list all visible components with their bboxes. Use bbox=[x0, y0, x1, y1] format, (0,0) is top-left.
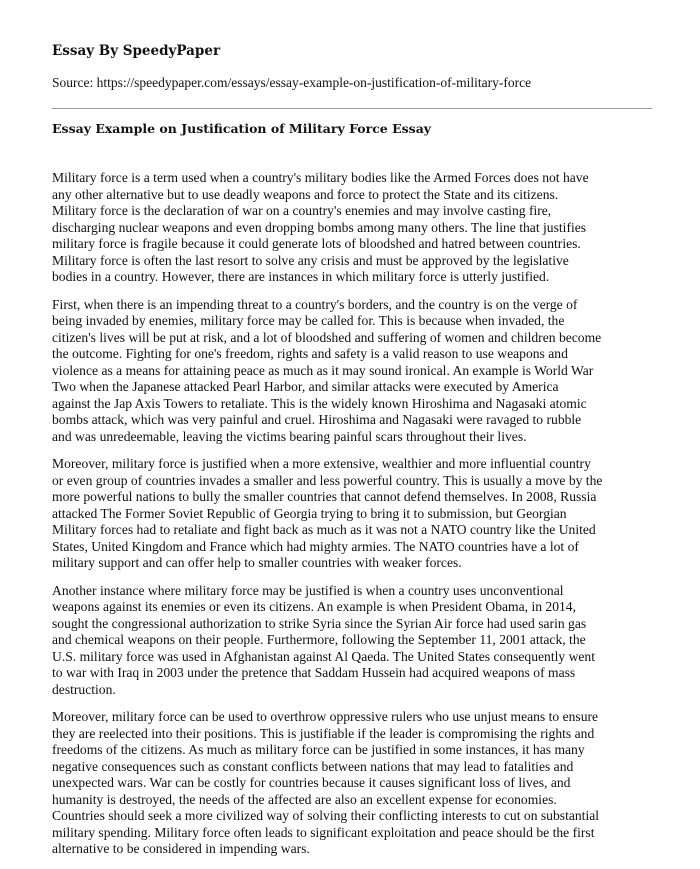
essay-body bbox=[52, 170, 652, 869]
text-line: any other alternative but to use deadly weapons and force to protect the State and its citizens. bbox=[52, 186, 559, 202]
text-line: bombs attack, which was very painful and cruel. Hiroshima and Nagasaki were ravaged to rubble bbox=[52, 412, 582, 427]
text-line: they are reelected into their positions. This is justifiable if the leader is compromising the rights and bbox=[52, 725, 595, 741]
text-line: States, United Kingdom and France which had mighty armies. The NATO countries have a lot of bbox=[52, 538, 579, 554]
text-line: discharging nuclear weapons and even dropping bombs among many others. The line that justifies bbox=[52, 219, 587, 235]
text-line: Military force is the declaration of war on a country's enemies and may involve casting fire, bbox=[52, 203, 552, 218]
text-line: the outcome. Fighting for one's freedom, rights and safety is a valid reason to use weapons and bbox=[52, 346, 568, 361]
text-line: citizen's lives will be put at risk, and a lot of bloodshed and suffering of women and children become bbox=[52, 329, 602, 345]
text-line: against the Jap Axis Towers to retaliate. This is the widely known Hiroshima and Nagasaki atomic bbox=[52, 395, 587, 411]
paragraph-3 bbox=[52, 456, 652, 572]
text-line: humanity is destroyed, the needs of the affected are also an excellent expense for economies. bbox=[52, 791, 557, 807]
source-line bbox=[52, 75, 531, 91]
header-divider bbox=[52, 108, 652, 109]
paragraph-1 bbox=[52, 170, 652, 286]
text-line: being invaded by enemies, military force may be called for. This is because when invaded, the bbox=[52, 313, 565, 328]
paragraph-2 bbox=[52, 297, 652, 446]
source-url[interactable]: https://speedypaper.com/essays/essay-example-on-justification-of-military-force bbox=[96, 75, 532, 90]
text-line: Military forces had to retaliate and fight back as much as it was not a NATO country like the United bbox=[52, 522, 596, 537]
source-label: Source: bbox=[52, 75, 94, 90]
text-line: more powerful nations to bully the smaller countries that cannot defend themselves. In 2008, Russia bbox=[52, 489, 597, 504]
text-line: and was unredeemable, leaving the victims bearing painful scars throughout their lives. bbox=[52, 428, 527, 444]
text-line: weapons against its enemies or even its citizens. An example is when President Obama, in 2014, bbox=[52, 599, 576, 614]
text-line: bodies in a country. However, there are instances in which military force is utterly justified. bbox=[52, 269, 550, 284]
text-line: Another instance where military force may be justified is when a country uses unconventional bbox=[52, 582, 564, 598]
text-line: First, when there is an impending threat to a country's borders, and the country is on the verge of bbox=[52, 296, 578, 312]
text-line: negative consequences such as constant conflicts between nations that may lead to fatalities and bbox=[52, 758, 574, 774]
text-line: to war with Iraq in 2003 under the pretence that Saddam Hussein had acquired weapons of mass bbox=[52, 665, 576, 680]
text-line: freedoms of the citizens. As much as military force can be justified in some instances, it has many bbox=[52, 742, 585, 757]
text-line: military force is fragile because it could generate lots of bloodshed and hatred between countries. bbox=[52, 236, 581, 251]
text-line: Two when the Japanese attacked Pearl Harbor, and similar attacks were executed by America bbox=[52, 379, 559, 394]
text-line: military support and can offer help to smaller countries with weaker forces. bbox=[52, 555, 462, 570]
text-line: attacked The Former Soviet Republic of Georgia trying to bring it to submission, but Georgian bbox=[52, 505, 567, 521]
text-line: or even group of countries invades a smaller and less powerful country. This is usually a move by the bbox=[52, 472, 603, 488]
text-line: Moreover, military force can be used to overthrow oppressive rulers who use unjust means to ensure bbox=[52, 709, 599, 724]
text-line: sought the congressional authorization to strike Syria since the Syrian Air force had used sarin gas bbox=[52, 615, 587, 631]
text-line: alternative to be considered in impending wars. bbox=[52, 841, 310, 856]
text-line: Military force is often the last resort to solve any crisis and must be approved by the legislative bbox=[52, 252, 569, 268]
essay-title: Essay Example on Justification of Military Force Essay bbox=[52, 121, 432, 136]
text-line: unexpected wars. War can be costly for countries because it causes significant loss of lives, and bbox=[52, 775, 571, 790]
text-line: military spending. Military force often leads to significant exploitation and peace should be the first bbox=[52, 824, 595, 840]
paragraph-4 bbox=[52, 583, 652, 699]
text-line: U.S. military force was used in Afghanistan against Al Qaeda. The United States consequently went bbox=[52, 648, 595, 664]
text-line: Military force is a term used when a country's military bodies like the Armed Forces does not have bbox=[52, 170, 589, 185]
text-line: Countries should seek a more civilized way of solving their conflicting interests to cut on substantial bbox=[52, 808, 600, 823]
text-line: Moreover, military force is justified when a more extensive, wealthier and more influential country bbox=[52, 456, 591, 471]
text-line: and chemical weapons on their people. Furthermore, following the September 11, 2001 attack, the bbox=[52, 632, 586, 647]
text-line: violence as a means for attaining peace as much as it may sound ironical. An example is World War bbox=[52, 362, 594, 378]
text-line: destruction. bbox=[52, 681, 116, 697]
publisher-title: Essay By SpeedyPaper bbox=[52, 43, 221, 59]
paragraph-5 bbox=[52, 709, 652, 858]
